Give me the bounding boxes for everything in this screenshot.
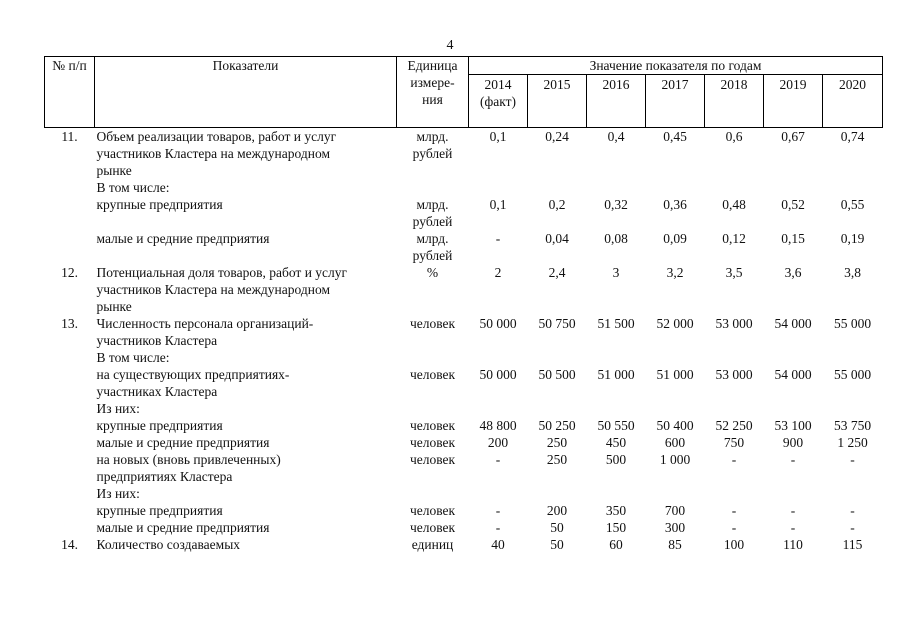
- indicator-line: крупные предприятия: [96, 418, 223, 433]
- row-value: 0,24: [545, 129, 569, 144]
- indicator-line: малые и средние предприятия: [96, 231, 270, 246]
- row-value: [823, 349, 883, 366]
- row-value: 48 800: [479, 418, 517, 433]
- indicator-line: Из них:: [96, 401, 140, 416]
- row-value: -: [495, 452, 501, 467]
- row-value: [823, 179, 883, 196]
- page-number: 4: [446, 38, 454, 53]
- row-value: 50: [550, 537, 564, 552]
- row-value: [469, 179, 528, 196]
- row-value: 53 000: [715, 367, 753, 382]
- row-value: 0,67: [781, 129, 805, 144]
- row-value: 85: [668, 537, 682, 552]
- header-year: [646, 75, 705, 128]
- row-unit: [397, 179, 469, 196]
- table-row: [45, 485, 883, 502]
- row-value: -: [850, 503, 855, 518]
- row-value: 0,4: [607, 129, 625, 144]
- indicator-line: участников Кластера на международном: [96, 146, 331, 161]
- indicator-line: участников Кластера: [96, 333, 218, 348]
- row-value: 0,15: [781, 231, 805, 246]
- row-value: 0,08: [604, 231, 628, 246]
- row-indicator: [95, 264, 397, 315]
- header-unit-line: Единица: [407, 58, 458, 73]
- unit-line: рублей: [412, 146, 453, 161]
- unit-line: человек: [409, 435, 456, 450]
- table-row: [45, 451, 883, 485]
- row-value: 0,6: [725, 129, 743, 144]
- row-value: 55 000: [833, 316, 872, 331]
- row-number: [45, 366, 95, 400]
- row-value: [646, 485, 705, 502]
- row-value: 900: [782, 435, 804, 450]
- row-value: 200: [487, 435, 509, 450]
- row-indicator: [95, 519, 397, 536]
- row-value: 3,6: [784, 265, 802, 280]
- table-body: [45, 128, 883, 554]
- unit-line: человек: [409, 520, 456, 535]
- table-row: [45, 196, 883, 230]
- row-value: [528, 349, 587, 366]
- row-value: 0,1: [489, 129, 507, 144]
- table-row: [45, 230, 883, 264]
- row-value: [705, 179, 764, 196]
- table-row: [45, 536, 883, 553]
- row-unit: [397, 536, 469, 553]
- row-value: [705, 349, 764, 366]
- row-indicator: [95, 315, 397, 349]
- indicator-line: крупные предприятия: [96, 503, 223, 518]
- row-value: 0,48: [722, 197, 746, 212]
- row-value: -: [495, 503, 501, 518]
- row-value: [528, 179, 587, 196]
- row-value: 0,12: [722, 231, 746, 246]
- row-number: 12.: [61, 265, 78, 280]
- row-value: 0,19: [840, 231, 865, 246]
- row-value: 300: [664, 520, 686, 535]
- unit-line: %: [426, 265, 439, 280]
- row-unit: [397, 502, 469, 519]
- row-value: -: [790, 520, 796, 535]
- row-number: 13.: [61, 316, 78, 331]
- row-unit: [397, 485, 469, 502]
- row-value: 50 500: [538, 367, 576, 382]
- row-indicator: [95, 536, 397, 553]
- row-value: -: [850, 452, 855, 467]
- row-value: 3,5: [725, 265, 743, 280]
- header-year-line: 2017: [661, 77, 689, 92]
- row-value: [705, 485, 764, 502]
- header-num: № п/п: [45, 57, 95, 128]
- row-value: [646, 179, 705, 196]
- row-value: 0,2: [548, 197, 566, 212]
- header-unit-line: измере-: [410, 75, 455, 90]
- indicator-line: малые и средние предприятия: [96, 520, 270, 535]
- row-value: 50 000: [479, 316, 517, 331]
- indicator-line: рынке: [96, 299, 132, 314]
- header-year-line: 2014: [484, 77, 512, 92]
- indicator-line: Количество создаваемых: [96, 537, 241, 552]
- row-indicator: [95, 366, 397, 400]
- indicator-line: рынке: [96, 163, 132, 178]
- row-value: 50: [550, 520, 564, 535]
- row-value: 1 250: [837, 435, 868, 450]
- row-value: [764, 400, 823, 417]
- row-value: -: [850, 520, 855, 535]
- row-value: 53 100: [774, 418, 812, 433]
- row-indicator: [95, 230, 397, 264]
- row-value: 0,55: [840, 197, 865, 212]
- header-year-line: (факт): [479, 94, 516, 109]
- row-value: 51 000: [597, 367, 635, 382]
- row-indicator: [95, 417, 397, 434]
- row-indicator: [95, 451, 397, 485]
- header-year: [469, 75, 528, 128]
- unit-line: человек: [409, 503, 456, 518]
- row-number: [45, 519, 95, 536]
- table-row: [45, 417, 883, 434]
- header-indicator: Показатели: [95, 57, 397, 128]
- row-unit: [397, 230, 469, 264]
- row-value: 0,74: [840, 129, 865, 144]
- row-number: [45, 502, 95, 519]
- row-number: [45, 349, 95, 366]
- row-value: 51 000: [656, 367, 694, 382]
- table-row: [45, 349, 883, 366]
- header-year-line: 2016: [602, 77, 630, 92]
- unit-line: единиц: [411, 537, 454, 552]
- row-indicator: [95, 196, 397, 230]
- unit-line: млрд.: [416, 129, 449, 144]
- row-value: [469, 485, 528, 502]
- row-value: 115: [842, 537, 863, 552]
- indicator-line: на новых (вновь привлеченных): [96, 452, 281, 467]
- unit-line: млрд.: [416, 197, 449, 212]
- row-value: 55 000: [833, 367, 872, 382]
- row-number: [45, 196, 95, 230]
- row-value: 110: [783, 537, 803, 552]
- row-value: 600: [664, 435, 686, 450]
- row-unit: [397, 315, 469, 349]
- unit-line: человек: [409, 316, 456, 331]
- row-value: [528, 400, 587, 417]
- row-value: 0,09: [663, 231, 687, 246]
- row-value: -: [731, 452, 737, 467]
- row-indicator: [95, 502, 397, 519]
- row-value: 50 750: [538, 316, 576, 331]
- row-value: 51 500: [597, 316, 635, 331]
- header-year-line: 2015: [543, 77, 571, 92]
- header-year: [528, 75, 587, 128]
- header-year-line: 2020: [839, 77, 866, 92]
- row-value: [823, 485, 883, 502]
- row-value: 53 000: [715, 316, 753, 331]
- row-value: [587, 349, 646, 366]
- row-value: -: [495, 231, 501, 246]
- unit-line: человек: [409, 452, 456, 467]
- row-unit: [397, 349, 469, 366]
- header-unit: [397, 57, 469, 128]
- row-value: 3: [612, 265, 620, 280]
- header-year-line: 2019: [779, 77, 807, 92]
- row-value: [646, 349, 705, 366]
- row-value: [764, 179, 823, 196]
- indicator-line: участников Кластера на международном: [96, 282, 331, 297]
- row-number: [45, 400, 95, 417]
- row-value: 700: [664, 503, 686, 518]
- header-year: [823, 75, 883, 128]
- row-number: [45, 434, 95, 451]
- row-value: -: [495, 520, 501, 535]
- row-value: 52 000: [656, 316, 694, 331]
- row-value: [587, 179, 646, 196]
- indicator-line: крупные предприятия: [96, 197, 223, 212]
- header-year: [705, 75, 764, 128]
- header-unit-line: ния: [422, 92, 443, 107]
- table-row: [45, 519, 883, 536]
- row-value: -: [790, 452, 796, 467]
- row-unit: [397, 417, 469, 434]
- indicator-line: малые и средние предприятия: [96, 435, 270, 450]
- row-number: 14.: [61, 537, 78, 552]
- row-value: 0,1: [489, 197, 507, 212]
- row-value: 0,32: [604, 197, 628, 212]
- table-header: [45, 57, 883, 128]
- row-value: 0,52: [781, 197, 805, 212]
- unit-line: млрд.: [416, 231, 449, 246]
- row-number: 11.: [61, 129, 78, 144]
- row-number: [45, 417, 95, 434]
- row-value: [764, 485, 823, 502]
- row-value: 54 000: [774, 367, 812, 382]
- row-indicator: [95, 349, 397, 366]
- row-value: 60: [609, 537, 623, 552]
- indicator-line: В том числе:: [96, 350, 170, 365]
- row-value: 750: [723, 435, 745, 450]
- row-value: [764, 349, 823, 366]
- row-value: 100: [723, 537, 745, 552]
- row-number: [45, 485, 95, 502]
- header-year: [764, 75, 823, 128]
- unit-line: человек: [409, 418, 456, 433]
- unit-line: рублей: [412, 214, 453, 229]
- row-value: 50 550: [597, 418, 635, 433]
- row-value: 1 000: [659, 452, 691, 467]
- row-value: -: [790, 503, 796, 518]
- row-value: [587, 485, 646, 502]
- row-indicator: [95, 434, 397, 451]
- row-unit: [397, 434, 469, 451]
- row-unit: [397, 366, 469, 400]
- row-number: [45, 451, 95, 485]
- row-value: 0,45: [663, 129, 687, 144]
- indicator-line: участниках Кластера: [96, 384, 218, 399]
- row-value: [823, 400, 883, 417]
- row-indicator: [95, 179, 397, 196]
- row-unit: [397, 196, 469, 230]
- row-number: [45, 230, 95, 264]
- row-value: 200: [546, 503, 568, 518]
- table-row: [45, 400, 883, 417]
- table-row: [45, 502, 883, 519]
- indicator-line: Объем реализации товаров, работ и услуг: [96, 129, 337, 144]
- row-value: 500: [605, 452, 627, 467]
- row-value: 50 400: [656, 418, 694, 433]
- table-row: [45, 366, 883, 400]
- row-value: 50 000: [479, 367, 517, 382]
- row-unit: [397, 400, 469, 417]
- row-value: 54 000: [774, 316, 812, 331]
- row-value: [469, 349, 528, 366]
- row-value: 350: [605, 503, 627, 518]
- indicator-line: предприятиях Кластера: [96, 469, 233, 484]
- row-unit: [397, 519, 469, 536]
- row-value: 450: [605, 435, 627, 450]
- header-values-by-years: Значение показателя по годам: [469, 57, 883, 75]
- table-row: [45, 179, 883, 196]
- row-value: 52 250: [715, 418, 753, 433]
- row-value: 53 750: [833, 418, 872, 433]
- row-value: [587, 400, 646, 417]
- unit-line: человек: [409, 367, 456, 382]
- row-indicator: [95, 128, 397, 180]
- row-value: 250: [546, 435, 568, 450]
- row-number: [45, 179, 95, 196]
- table-row: [45, 315, 883, 349]
- indicator-line: на существующих предприятиях-: [96, 367, 290, 382]
- row-value: 50 250: [538, 418, 576, 433]
- indicator-line: Из них:: [96, 486, 140, 501]
- row-unit: [397, 451, 469, 485]
- row-value: [705, 400, 764, 417]
- row-value: -: [731, 520, 737, 535]
- row-unit: [397, 128, 469, 180]
- row-value: -: [731, 503, 737, 518]
- indicators-table: [44, 56, 883, 553]
- row-value: [528, 485, 587, 502]
- row-value: 250: [546, 452, 568, 467]
- header-year: [587, 75, 646, 128]
- row-indicator: [95, 485, 397, 502]
- indicator-line: В том числе:: [96, 180, 170, 195]
- row-value: 0,04: [545, 231, 569, 246]
- row-value: 2,4: [548, 265, 566, 280]
- row-value: 0,36: [663, 197, 687, 212]
- row-value: [646, 400, 705, 417]
- row-value: 40: [491, 537, 505, 552]
- row-unit: [397, 264, 469, 315]
- table-row: [45, 128, 883, 180]
- row-value: 3,2: [666, 265, 684, 280]
- row-value: [469, 400, 528, 417]
- table-row: [45, 434, 883, 451]
- unit-line: рублей: [412, 248, 453, 263]
- indicator-line: Потенциальная доля товаров, работ и услуг: [96, 265, 348, 280]
- table-row: [45, 264, 883, 315]
- row-value: 3,8: [844, 265, 861, 280]
- row-indicator: [95, 400, 397, 417]
- row-value: 2: [494, 265, 502, 280]
- indicator-line: Численность персонала организаций-: [96, 316, 314, 331]
- header-year-line: 2018: [720, 77, 748, 92]
- row-value: 150: [605, 520, 627, 535]
